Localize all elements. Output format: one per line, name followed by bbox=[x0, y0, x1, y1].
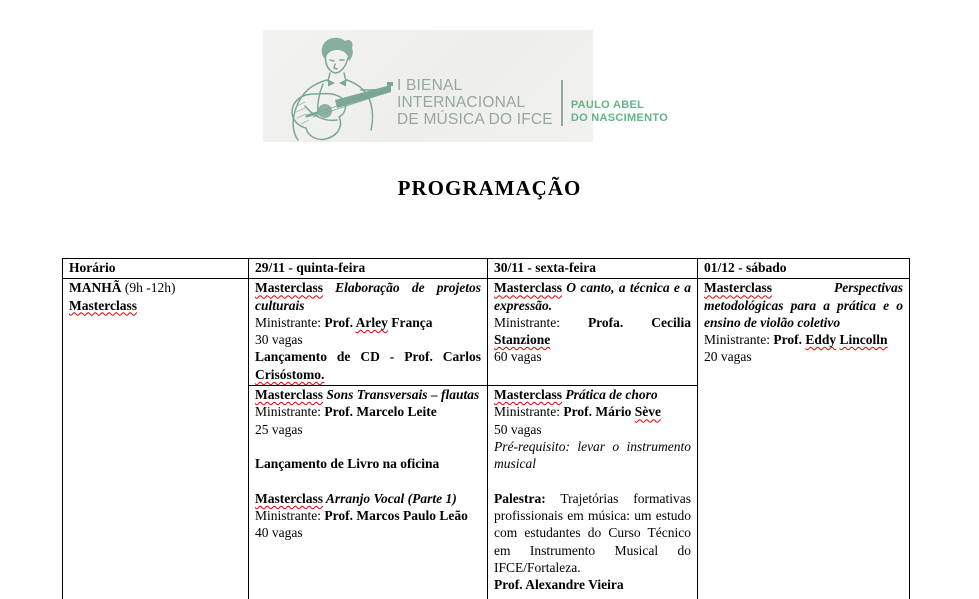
cell-quinta-bloco2: Masterclass Sons Transversais – flautas Ministrante: Prof. Marcelo Leite 25 vagas Lançamento de Livro na oficina Masterclass Arranjo Vocal (Parte 1) Ministrante: Prof. Marcos Paulo Leão 40 vagas bbox=[249, 386, 488, 599]
cell-sexta-bloco2: Masterclass Prática de choro Ministrante: Prof. Mário Sève 50 vagas Pré-requisito: levar o instrumento musical Palestra: Trajetórias formativas profissionais em música: um estudo com estudantes do Curso Técnico em Instrumento Musical do IFCE/Fortaleza. Prof. Alexandre Vieira bbox=[488, 386, 698, 599]
logo-title-line3: DE MÚSICA DO IFCE bbox=[397, 111, 553, 128]
logo-event-title bbox=[397, 77, 553, 128]
cell-sabado: Masterclass Perspectivas metodológicas para a prática e o ensino de violão coletivo Ministrante: Prof. Eddy Lincolln 20 vagas bbox=[698, 279, 910, 599]
header-row bbox=[63, 259, 910, 279]
cell-sexta-bloco1: Masterclass O canto, a técnica e a expressão. Ministrante: Profa. Cecilia Stanzione 60 vagas bbox=[488, 279, 698, 386]
cell-horario-manha: MANHÃ (9h -12h) Masterclass bbox=[63, 279, 249, 599]
event-logo bbox=[263, 30, 669, 142]
logo-name-line2: DO NASCIMENTO bbox=[570, 111, 669, 124]
logo-divider bbox=[561, 80, 563, 126]
logo-name-line1: PAULO ABEL bbox=[570, 99, 645, 111]
logo-person-name bbox=[571, 99, 668, 124]
column-header-sabado: 01/12 - sábado bbox=[698, 259, 910, 279]
guitarist-logo-icon bbox=[263, 30, 395, 142]
cell-quinta-bloco1: Masterclass Elaboração de projetos culturais Ministrante: Prof. Arley França 30 vagas Lançamento de CD - Prof. Carlos Crisóstomo. bbox=[249, 279, 488, 386]
column-header-sexta: 30/11 - sexta-feira bbox=[488, 259, 698, 279]
column-header-quinta: 29/11 - quinta-feira bbox=[249, 259, 488, 279]
page-title: PROGRAMAÇÃO bbox=[397, 176, 582, 200]
schedule-table bbox=[62, 258, 910, 599]
logo-title-line1: I BIENAL bbox=[397, 77, 463, 94]
logo-text bbox=[397, 30, 668, 142]
column-header-horario: Horário bbox=[63, 259, 249, 279]
logo-title-line2: INTERNACIONAL bbox=[397, 94, 526, 111]
table-row bbox=[63, 279, 910, 386]
